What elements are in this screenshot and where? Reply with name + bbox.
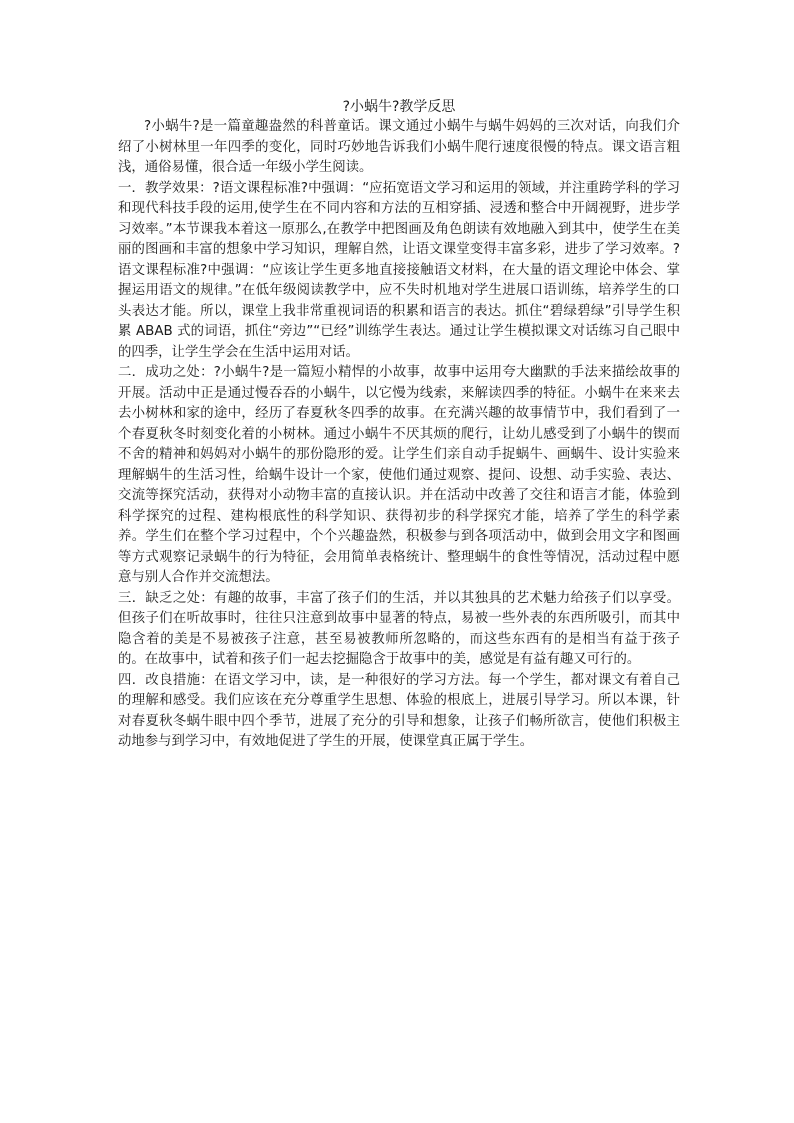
- section-success-points: 二．成功之处：?小蜗牛?是一篇短小精悍的小故事，故事中运用夸大幽默的手法来描绘故事的开展。活动中正是通过慢吞吞的小蜗牛，以它慢为线索，来解读四季的特征。小蜗牛在来来去去小树林和家的途中，经历了春夏秋冬四季的故事。在充满兴趣的故事情节中，我们看到了一个春夏秋冬时刻变化着的小树林。通过小蜗牛不厌其烦的爬行，让幼儿感受到了小蜗牛的锲而不舍的精神和妈妈对小蜗牛的那份隐形的爱。让学生们亲自动手捉蜗牛、画蜗牛、设计实验来理解蜗牛的生活习性，给蜗牛设计一个家，使他们通过观察、提问、设想、动手实验、表达、交流等探究活动，获得对小动物丰富的直接认识。并在活动中改善了交往和语言才能，体验到科学探究的过程、建构根底性的科学知识、获得初步的科学探究才能，培养了学生的科学素养。学生们在整个学习过程中，个个兴趣盎然，积极参与到各项活动中，做到会用文字和图画等方式观察记录蜗牛的行为特征，会用简单表格统计、整理蜗牛的食性等情况，活动过程中愿意与别人合作并交流想法。: [118, 365, 680, 585]
- document-title: ?小蜗牛?教学反思: [342, 99, 456, 115]
- intro-paragraph: ?小蜗牛?是一篇童趣盎然的科普童话。课文通过小蜗牛与蜗牛妈妈的三次对话，向我们介绍了小树林里一年四季的变化，同时巧妙地告诉我们小蜗牛爬行速度很慢的特点。课文语言粗浅，通俗易懂，很合适一年级小学生阅读。: [118, 119, 680, 175]
- section-shortcomings: 三．缺乏之处：有趣的故事，丰富了孩子们的生活，并以其独具的艺术魅力给孩子们以享受。但孩子们在听故事时，往往只注意到故事中显著的特点，易被一些外表的东西所吸引，而其中隐含着的美是不易被孩子注意，甚至易被教师所忽略的，而这些东西有的是相当有益于孩子的。在故事中，试着和孩子们一起去挖掘隐含于故事中的美，感觉是有益有趣又可行的。: [118, 590, 680, 667]
- document-page: [118, 97, 680, 753]
- section-teaching-effect: 一．教学效果：?语文课程标准?中强调：“应拓宽语文学习和运用的领域，并注重跨学科的学习和现代科技手段的运用,使学生在不同内容和方法的互相穿插、浸透和整合中开阔视野，进步学习效率。”本节课我本着这一原那么,在教学中把图画及角色朗读有效地融入到其中，使学生在美丽的图画和丰富的想象中学习知识，理解自然，让语文课堂变得丰富多彩，进步了学习效率。?语文课程标准?中强调：“应该让学生更多地直接接触语文材料，在大量的语文理论中体会、掌握运用语文的规律。”在低年级阅读教学中，应不失时机地对学生进展口语训练，培养学生的口头表达才能。所以，课堂上我非常重视词语的积累和语言的表达。抓住“碧绿碧绿”引导学生积累 ABAB 式的词语，抓住“旁边”“已经”训练学生表达。通过让学生模拟课文对话练习自己眼中的四季，让学生学会在生活中运用对话。: [118, 180, 680, 360]
- section-improvements: 四．改良措施：在语文学习中，读，是一种很好的学习方法。每一个学生，都对课文有着自己的理解和感受。我们应该在充分尊重学生思想、体验的根底上，进展引导学习。所以本课，针对春夏秋冬蜗牛眼中四个季节，进展了充分的引导和想象，让孩子们畅所欲言，使他们积极主动地参与到学习中，有效地促进了学生的开展，使课堂真正属于学生。: [118, 672, 680, 749]
